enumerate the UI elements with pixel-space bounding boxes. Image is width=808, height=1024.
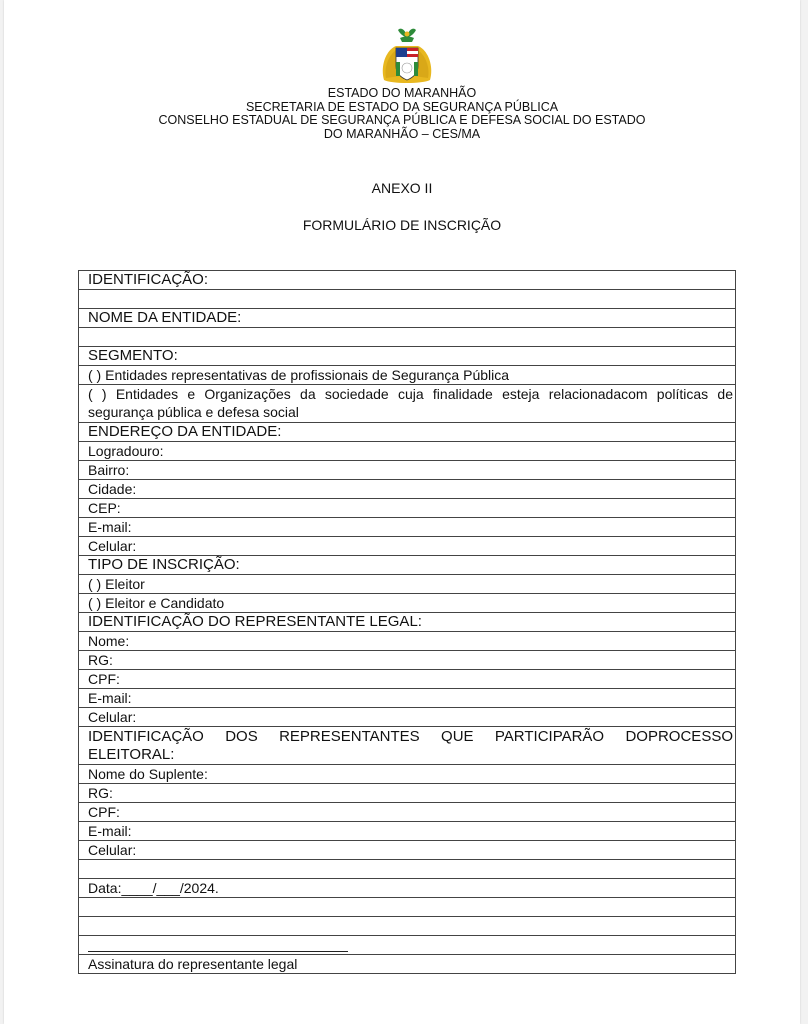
row-signature-line[interactable] — [79, 936, 735, 955]
row-celular[interactable]: Celular: — [79, 537, 735, 556]
row-blank — [79, 860, 735, 879]
document-header — [4, 87, 800, 141]
row-nome[interactable]: Nome: — [79, 632, 735, 651]
row-email[interactable]: E-mail: — [79, 689, 735, 708]
maranhao-coat-of-arms-icon — [376, 26, 438, 88]
header-secretariat: SECRETARIA DE ESTADO DA SEGURANÇA PÚBLICA — [245, 99, 559, 114]
row-cpf[interactable]: CPF: — [79, 670, 735, 689]
header-council-cont: DO MARANHÃO – CES/MA — [323, 126, 481, 141]
row-rg[interactable]: RG: — [79, 651, 735, 670]
row-cidade[interactable]: Cidade: — [79, 480, 735, 499]
row-tipo-option-1[interactable]: ( ) Eleitor — [79, 575, 735, 594]
form-title: FORMULÁRIO DE INSCRIÇÃO — [302, 217, 502, 233]
row-blank[interactable] — [79, 290, 735, 309]
row-representante-legal: IDENTIFICAÇÃO DO REPRESENTANTE LEGAL: — [79, 613, 735, 632]
row-logradouro[interactable]: Logradouro: — [79, 442, 735, 461]
row-assinatura: Assinatura do representante legal — [79, 955, 735, 974]
row-blank[interactable] — [79, 328, 735, 347]
header-council: CONSELHO ESTADUAL DE SEGURANÇA PÚBLICA E DEFESA SOCIAL DO ESTADO — [158, 113, 646, 128]
header-state: ESTADO DO MARANHÃO — [327, 86, 477, 100]
row-email[interactable]: E-mail: — [79, 518, 735, 537]
annex-title: ANEXO II — [371, 180, 433, 196]
row-bairro[interactable]: Bairro: — [79, 461, 735, 480]
row-nome-entidade: NOME DA ENTIDADE: — [79, 309, 735, 328]
row-tipo-inscricao: TIPO DE INSCRIÇÃO: — [79, 556, 735, 575]
signature-line — [88, 951, 348, 952]
row-celular[interactable]: Celular: — [79, 708, 735, 727]
registration-form-table — [78, 270, 736, 974]
row-cep[interactable]: CEP: — [79, 499, 735, 518]
row-endereco: ENDEREÇO DA ENTIDADE: — [79, 423, 735, 442]
row-segmento-option-2[interactable]: ( ) Entidades e Organizações da sociedade cuja finalidade esteja relacionadacom políticas de segurança pública e defesa social — [79, 385, 735, 423]
row-nome-suplente[interactable]: Nome do Suplente: — [79, 765, 735, 784]
row-representantes-processo: IDENTIFICAÇÃO DOS REPRESENTANTES QUE PARTICIPARÃO DOPROCESSO ELEITORAL: — [79, 727, 735, 765]
row-tipo-option-2[interactable]: ( ) Eleitor e Candidato — [79, 594, 735, 613]
row-identificacao: IDENTIFICAÇÃO: — [79, 271, 735, 290]
row-rg[interactable]: RG: — [79, 784, 735, 803]
row-celular[interactable]: Celular: — [79, 841, 735, 860]
row-cpf[interactable]: CPF: — [79, 803, 735, 822]
row-segmento-option-1[interactable]: ( ) Entidades representativas de profissionais de Segurança Pública — [79, 366, 735, 385]
row-email[interactable]: E-mail: — [79, 822, 735, 841]
row-segmento: SEGMENTO: — [79, 347, 735, 366]
document-page — [4, 0, 800, 1024]
row-blank — [79, 898, 735, 917]
row-data[interactable]: Data:____/___/2024. — [79, 879, 735, 898]
row-blank — [79, 917, 735, 936]
